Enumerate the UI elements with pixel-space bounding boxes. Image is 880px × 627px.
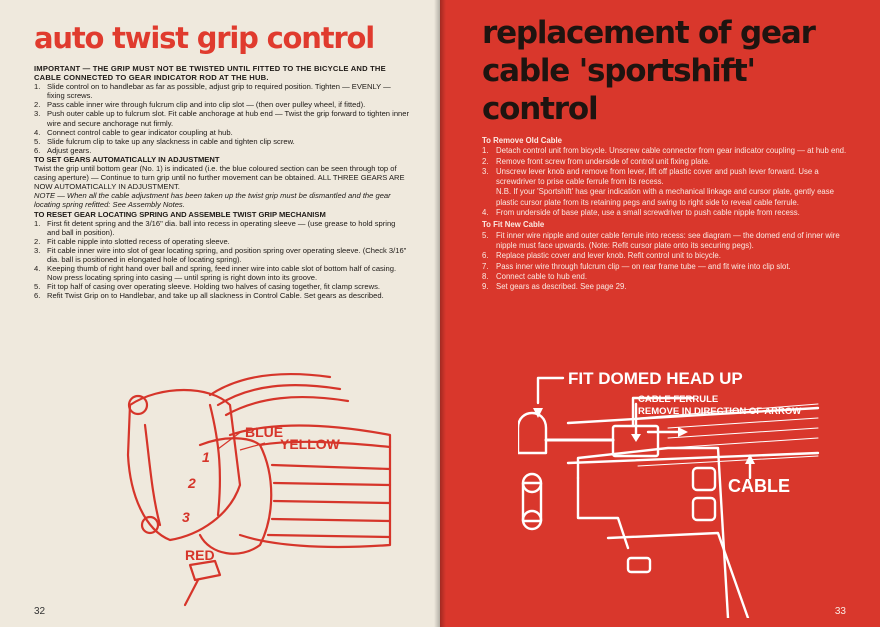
list-item: 4. Keeping thumb of right hand over ball and spring, feed inner wire into cable slot of bottom half of casing. Now press locating spring into casing — until spring is right down into its groove. (34, 264, 397, 283)
list-item: 2. Pass cable inner wire through fulcrum clip and into clip slot — (then over pulley wheel, if fitted). (34, 100, 366, 110)
page-gutter (434, 0, 446, 627)
page-number: 33 (834, 606, 846, 617)
list-item: 1. First fit detent spring and the 3/16" dia. ball into recess in operating sleeve — (use grease to hold spring and ball in position). (34, 218, 396, 237)
blue-label: BLUE (245, 424, 284, 440)
left-instructions (34, 64, 410, 300)
remove-steps-cont (482, 208, 856, 218)
list-item: 6. Refit Twist Grip on to Handlebar, and take up all slackness in Control Cable. Set gears as described. (34, 291, 384, 301)
gear-1-label: 1 (202, 449, 210, 465)
right-page (440, 0, 880, 627)
list-item: 5. Fit inner wire nipple and outer cable ferrule into recess: see diagram — the domed end of inner wire nipple must face upwards. (Note: Refit cursor plate onto its securing pegs). (482, 230, 840, 250)
note-text: NOTE — When all the cable adjustment has been taken up the twist grip must be dismantled and the gear locating spring refitted: See Assembly Notes. (34, 191, 391, 210)
list-item: 8. Connect cable to hub end. (482, 271, 588, 281)
list-item: 3. Unscrew lever knob and remove from lever, lift off plastic cover and push lever forward. Use a screwdriver to prise cable ferrule from its recess. (482, 166, 819, 187)
list-item: 4. From underside of base plate, use a small screwdriver to push cable nipple from recess. (482, 208, 800, 218)
remove-direction-label: REMOVE IN DIRECTION OF ARROW (638, 406, 802, 417)
list-item: 5. Slide fulcrum clip to take up any slackness in cable and tighten clip screw. (34, 136, 295, 146)
list-item: 3. Push outer cable up to fulcrum slot. Fit cable anchorage at hub end — Twist the grip forward to tighten inner wire and secure anchorage nut firmly. (34, 109, 410, 128)
twist-grip-diagram (90, 365, 420, 615)
list-item: 6. Replace plastic cover and lever knob. Refit control unit to bicycle. (482, 251, 721, 261)
remove-heading: To Remove Old Cable (482, 136, 563, 145)
page-number: 32 (34, 606, 46, 617)
ferrule-label: CABLE FERRULE (638, 394, 719, 405)
list-item: 2. Remove front screw from underside of control unit fixing plate. (482, 156, 711, 166)
right-instructions (482, 136, 856, 292)
list-item: 1. Detach control unit from bicycle. Unscrew cable connector from gear indicator coupling — at hub end. (482, 146, 847, 156)
list-item: 1. Slide control on to handlebar as far as possible, adjust grip to required position. Tighten — EVENLY — fixing screws. (34, 82, 391, 101)
list-item: 5. Fit top half of casing over operating sleeve. Holding two halves of casing together, fit clamp screws. (34, 282, 381, 292)
left-page-title: auto twist grip control (34, 21, 374, 55)
reset-heading: TO RESET GEAR LOCATING SPRING AND ASSEMBLE TWIST GRIP MECHANISM (34, 209, 326, 219)
list-item: 4. Connect control cable to gear indicator coupling at hub. (34, 127, 233, 137)
list-item: 6. Adjust gears. (34, 145, 92, 155)
list-item: 9. Set gears as described. See page 29. (482, 282, 627, 292)
fitting-steps (34, 82, 410, 155)
fit-steps (482, 231, 856, 293)
gear-2-label: 2 (188, 475, 196, 491)
yellow-label: YELLOW (280, 436, 340, 452)
auto-adjust-heading: TO SET GEARS AUTOMATICALLY IN ADJUSTMENT (34, 154, 220, 164)
red-label: RED (185, 547, 215, 563)
cable-label: CABLE (728, 476, 790, 496)
list-item: 3. Fit cable inner wire into slot of gear locating spring, and position spring over operating sleeve. (Check 3/16" dia. ball is positioned in elongated hole of locating spring). (34, 245, 407, 264)
fit-heading: To Fit New Cable (482, 220, 545, 230)
remove-steps (482, 146, 856, 187)
important-notice: IMPORTANT — THE GRIP MUST NOT BE TWISTED UNTIL FITTED TO THE BICYCLE AND THE CABLE CONNECTED TO GEAR INDICATOR ROD AT THE HUB. (34, 64, 386, 83)
fit-domed-label: FIT DOMED HEAD UP (568, 369, 743, 388)
nb-text: N.B. If your 'Sportshift' has gear indication with a mechanical linkage and cursor plate, gently ease plastic cursor plate from its retaining pegs and swing to right side to reveal cable ferrule. (496, 187, 834, 207)
list-item: 2. Fit cable nipple into slotted recess of operating sleeve. (34, 236, 230, 246)
auto-adjust-text: Twist the grip until bottom gear (No. 1) is indicated (i.e. the blue coloured section can be seen through top of casing aperture) — Continue to turn grip until no further movement can be obtained. ALL THREE GEARS ARE NOW AUTOMATICALLY IN ADJUSTMENT. (34, 164, 405, 192)
reset-steps (34, 219, 410, 301)
gear-3-label: 3 (182, 509, 190, 525)
right-page-title: replacement of gear cable 'sportshift' control (482, 15, 815, 127)
cable-diagram (518, 368, 858, 618)
list-item: 7. Pass inner wire through fulcrum clip — on rear frame tube — and fit wire into clip slot. (482, 261, 791, 271)
